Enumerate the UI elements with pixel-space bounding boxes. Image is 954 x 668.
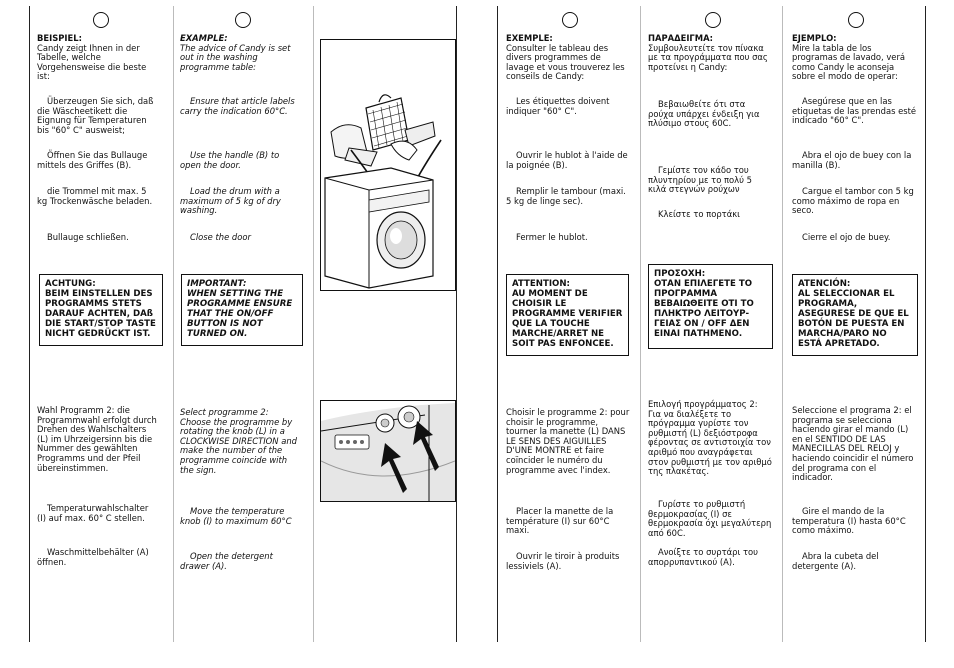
intro-text: The advice of Candy is set out in the washing programme table: <box>180 42 291 72</box>
select-programme-text: Seleccione el programa 2: el programa se selecciona haciendo girar el mando (L) en el SENTIDO DE LAS MANECILLAS DEL RELOJ y haciendo coincidir el número del programa con el indicador. <box>792 405 914 483</box>
heading: BEISPIEL: <box>37 33 82 43</box>
temperature-text: Temperaturwahlschalter (I) auf max. 60° C stellen. <box>37 503 149 523</box>
column-rule-6 <box>640 6 641 642</box>
heading: ΠΑΡΑΔΕΙΓΜΑ: <box>648 33 713 43</box>
select-programme-text: Wahl Programm 2: die Programmwahl erfolgt durch Drehen des Wahlschalters (L) im Uhrzeigersinn bis die Nummer des gewählten Programms und der Pfeil übereinstimmen. <box>37 405 157 473</box>
lang-marker-en <box>235 12 251 28</box>
heading: EXEMPLE: <box>506 33 553 43</box>
temperature-text: Gire el mando de la temperatura (I) hasta 60°C como máximo. <box>792 506 906 536</box>
intro-text: Συμβουλευτείτε τον πίνακα με τα προγράμματα που σας προτείνει η Candy: <box>648 42 768 72</box>
lang-marker-el <box>705 12 721 28</box>
step-open-door: Abra el ojo de buey con la manilla (B). <box>792 150 912 170</box>
washing-machine-icon <box>321 40 455 290</box>
control-knobs-icon <box>321 401 455 501</box>
detergent-drawer-text: Ouvrir le tiroir à produits lessiviels (A). <box>506 551 620 571</box>
column-rule-2 <box>173 6 174 642</box>
select-programme-text: Επιλογή προγράμματος 2: Για να διαλέξετε το πρόγραμμα γυρίστε τον ρυθμιστή (L) δεξιόστροφα φέροντας σε αντιστοιχία τον αριθμό που αναγράφεται στον ρυθμιστή με τον αριθμό της πλακέτας. <box>648 399 772 477</box>
step-open-door: Öffnen Sie das Bullauge mittels des Griffes (B). <box>37 150 148 170</box>
heading: EXAMPLE: <box>180 33 228 43</box>
laundry-basket-icon <box>331 95 435 166</box>
step-close-door: Close the door <box>190 232 251 242</box>
step-labels: Βεβαιωθείτε ότι στα ρούχα υπάρχει ένδειξη για πλύσιμο στους 60C. <box>648 99 760 129</box>
temperature-text: Γυρίστε το ρυθμιστή θερμοκρασίας (I) σε θερμοκρασία όχι μεγαλύτερη από 60C. <box>648 499 772 538</box>
step-close-door: Cierre el ojo de buey. <box>802 232 891 242</box>
warning-box: ATENCIÓN: AL SELECCIONAR EL PROGRAMA, ASEGURESE DE QUE EL BOTÓN DE PUESTA EN MARCHA/PARO NO ESTÁ APRETADO. <box>792 274 918 356</box>
column-rule-7 <box>782 6 783 642</box>
column-rule-8 <box>925 6 926 642</box>
detergent-drawer-text: Waschmittelbehälter (A) öffnen. <box>37 547 149 567</box>
intro-text: Consulter le tableau des divers programmes de lavage et vous trouverez les conseils de Candy: <box>506 42 625 82</box>
column-rule-5 <box>497 6 498 642</box>
step-open-door: Use the handle (B) to open the door. <box>180 150 280 170</box>
step-labels: Überzeugen Sie sich, daß die Wäscheetikett die Eignung für Temperaturen bis "60° C" ausweist; <box>37 96 154 135</box>
warning-box: ΠΡΟΣΟΧΗ: ΟΤΑΝ ΕΠΙΛΕΓΕΤΕ ΤΟ ΠΡΟΓΡΑΜΜΑ ΒΕΒΑΙΩΘΕΙΤΕ ΟΤΙ ΤΟ ΠΛΗΚΤΡΟ ΛΕΙΤΟΥΡ-ΓΕΙΑΣ ON / OFF ΔΕΝ ΕΙΝΑΙ ΠΑΤΗΜΕΝΟ. <box>648 264 773 349</box>
step-labels: Ensure that article labels carry the indication 60°C. <box>180 96 295 116</box>
warning-box: ATTENTION: AU MOMENT DE CHOISIR LE PROGRAMME VERIFIER QUE LA TOUCHE MARCHE/ARRET NE SOIT PAS ENFONCEE. <box>506 274 629 356</box>
detergent-drawer-text: Ανοίξτε το συρτάρι του απορρυπαντικού (A). <box>648 547 758 567</box>
step-labels: Asegúrese que en las etiquetas de las prendas esté indicado "60° C". <box>792 96 917 126</box>
step-close-door: Fermer le hublot. <box>516 232 588 242</box>
step-load-drum: Remplir le tambour (maxi. 5 kg de linge sec). <box>506 186 626 206</box>
step-load-drum: Load the drum with a maximum of 5 kg of dry washing. <box>180 186 281 216</box>
step-load-drum: Γεμίστε τον κάδο του πλυντηρίου με το πολύ 5 κιλά στεγνών ρούχων <box>648 165 752 195</box>
warning-box: ACHTUNG: BEIM EINSTELLEN DES PROGRAMMS STETS DARAUF ACHTEN, DAß DIE START/STOP TASTE NICHT GEDRÜCKT IST. <box>39 274 163 346</box>
step-open-door: Ouvrir le hublot à l'aide de la poignée (B). <box>506 150 628 170</box>
warning-box: IMPORTANT: WHEN SETTING THE PROGRAMME ENSURE THAT THE ON/OFF BUTTON IS NOT TURNED ON. <box>181 274 303 346</box>
lang-marker-es <box>848 12 864 28</box>
intro-text: Mire la tabla de los programas de lavado, verá como Candy le aconseja sobre el modo de operar: <box>792 42 906 82</box>
step-close-door: Bullauge schließen. <box>47 232 129 242</box>
column-rule-4 <box>456 6 457 642</box>
lang-marker-de <box>93 12 109 28</box>
step-labels: Les étiquettes doivent indiquer "60° C". <box>506 96 610 116</box>
column-rule-3 <box>313 6 314 642</box>
control-panel-illustration <box>320 400 456 502</box>
detergent-drawer-text: Abra la cubeta del detergente (A). <box>792 551 879 571</box>
step-load-drum: Cargue el tambor con 5 kg como máximo de ropa en seco. <box>792 186 914 216</box>
detergent-drawer-text: Open the detergent drawer (A). <box>180 551 273 571</box>
intro-text: Candy zeigt Ihnen in der Tabelle, welche Vorgehensweise die beste ist: <box>37 42 147 82</box>
temperature-text: Placer la manette de la température (I) sur 60°C maxi. <box>506 506 614 536</box>
column-rule-1 <box>29 6 30 642</box>
temperature-text: Move the temperature knob (I) to maximum 60°C <box>180 506 292 526</box>
lang-marker-fr <box>562 12 578 28</box>
select-programme-text: Select programme 2: Choose the programme by rotating the knob (L) in a CLOCKWISE DIRECTION and make the number of the programme coincide with the sign. <box>180 407 297 475</box>
step-load-drum: die Trommel mit max. 5 kg Trockenwäsche beladen. <box>37 186 153 206</box>
select-programme-text: Choisir le programme 2: pour choisir le programme, tourner la manette (L) DANS LE SENS DES AIGUILLES D'UNE MONTRE et faire coïncider le numéro du programme avec l'index. <box>506 407 630 475</box>
step-close-door: Κλείστε το πορτάκι <box>658 209 740 219</box>
heading: EJEMPLO: <box>792 33 837 43</box>
washing-machine-illustration <box>320 39 456 291</box>
